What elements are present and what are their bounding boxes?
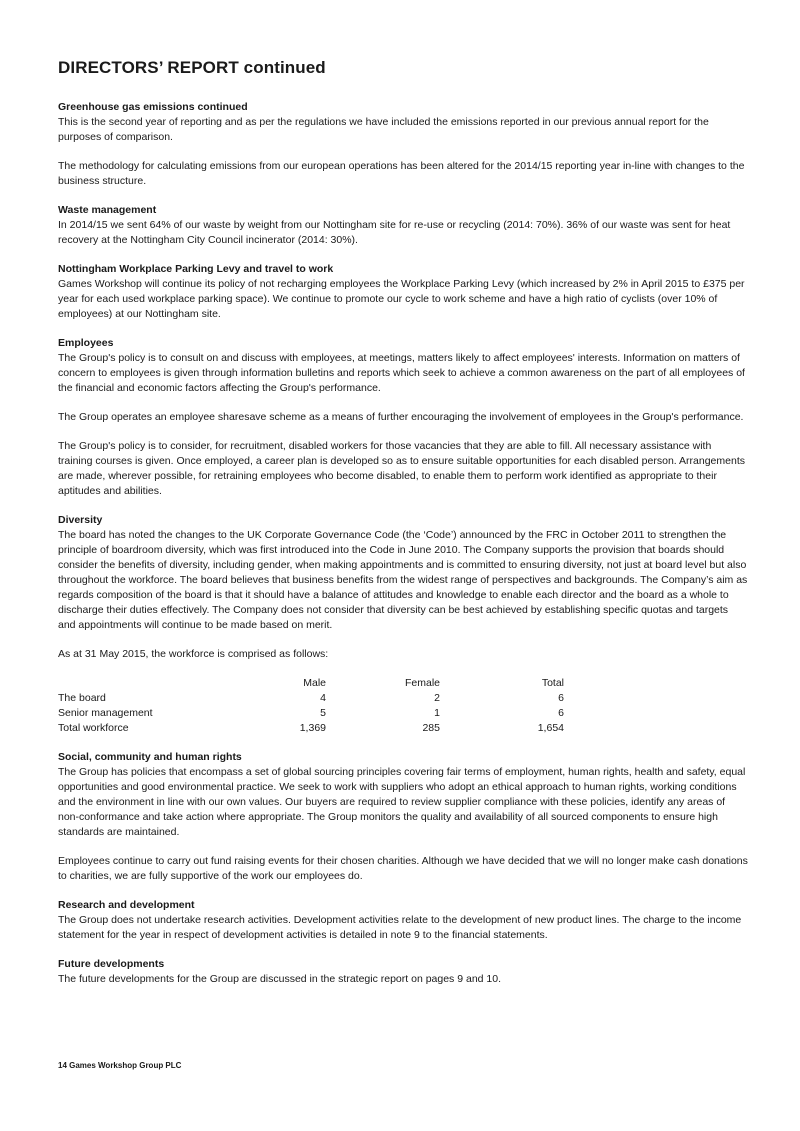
table-header-row	[58, 676, 564, 691]
section-parking-levy	[58, 262, 748, 322]
section-future-developments	[58, 957, 748, 987]
cell-male: 1,369	[299, 722, 326, 734]
cell-male: 4	[320, 692, 326, 704]
paragraph: As at 31 May 2015, the workforce is comprised as follows:	[58, 648, 329, 660]
paragraph: The Group's policy is to consult on and discuss with employees, at meetings, matters likely to affect employees' interests. Information on matters of concern to employees is given through information bulletins and reports which seek to achieve a common awareness on the part of all employees of the financial and economic factors affecting the Group's performance.	[58, 352, 745, 394]
paragraph: The methodology for calculating emissions from our european operations has been altered for the 2014/15 reporting year in-line with changes to the business structure.	[58, 160, 745, 187]
page-title: DIRECTORS’ REPORT continued	[58, 58, 326, 77]
row-label: Senior management	[58, 707, 153, 719]
paragraph: The Group operates an employee sharesave scheme as a means of further encouraging the involvement of employees in the Group's performance.	[58, 411, 744, 423]
paragraph: In 2014/15 we sent 64% of our waste by weight from our Nottingham site for re-use or recycling (2014: 70%). 36% of our waste was sent for heat recovery at the Nottingham City Council incinerator (2014: 30%).	[58, 219, 731, 246]
section-greenhouse-gas	[58, 100, 748, 189]
cell-female: 285	[422, 722, 440, 734]
paragraph: The Group does not undertake research activities. Development activities relate to the development of new product lines. The charge to the income statement for the year in respect of development activities is detailed in note 9 to the financial statements.	[58, 914, 742, 941]
section-employees	[58, 336, 748, 499]
page-footer: 14 Games Workshop Group PLC	[58, 1061, 182, 1070]
table-header-empty	[58, 676, 208, 691]
section-social-community	[58, 750, 748, 884]
paragraph: The Group's policy is to consider, for recruitment, disabled workers for those vacancies that they are able to fill. All necessary assistance with training courses is given. Once employed, a career plan is developed so as to ensure suitable opportunities for each disabled person. Arrangements are made, wherever possible, for retraining employees who become disabled, to enable them to perform work identified as appropriate to their aptitudes and abilities.	[58, 440, 745, 497]
section-heading: Diversity	[58, 514, 103, 526]
section-research-development	[58, 898, 748, 943]
paragraph: Employees continue to carry out fund raising events for their chosen charities. Although we have decided that we will no longer make cash donations to charities, we are fully supportive of the work our employees do.	[58, 855, 748, 882]
paragraph: The future developments for the Group are discussed in the strategic report on pages 9 and 10.	[58, 973, 502, 985]
table-header-male: Male	[303, 677, 326, 689]
section-heading: Nottingham Workplace Parking Levy and travel to work	[58, 263, 334, 275]
cell-total: 6	[558, 692, 564, 704]
paragraph: The board has noted the changes to the UK Corporate Governance Code (the ‘Code’) announced by the FRC in October 2011 to strengthen the principle of boardroom diversity, which was first introduced into the Code in June 2010. The Company supports the provision that boards should consider the benefits of diversity, including gender, when making appointments and is committed to ensuring diversity, not just at board level but also throughout the workforce. The board believes that business benefits from the widest range of perspectives and backgrounds. The Company’s aim as regards composition of the board is that it should have a balance of attitudes and knowledge to enable each director and the board as a whole to discharge their duties effectively. The Company does not consider that diversity can be best achieved by establishing specific quotas and targets and appointments will continue to be made based on merit.	[58, 529, 748, 631]
section-heading: Social, community and human rights	[58, 751, 242, 763]
table-row	[58, 706, 564, 721]
section-heading: Greenhouse gas emissions continued	[58, 101, 248, 113]
paragraph: The Group has policies that encompass a set of global sourcing principles covering fair terms of employment, human rights, health and safety, equal opportunities and good environmental practice. We seek to work with suppliers who adopt an ethical approach to human rights, working conditions and the environment in line with our own values. Our buyers are required to review supplier compliance with these policies, identify any areas of non-conformance and take action where appropriate. The Group monitors the quality and availability of all sourced components to ensure high standards are maintained.	[58, 766, 746, 838]
section-diversity	[58, 513, 748, 736]
section-heading: Employees	[58, 337, 114, 349]
cell-male: 5	[320, 707, 326, 719]
table-header-total: Total	[541, 677, 564, 689]
cell-total: 1,654	[537, 722, 564, 734]
section-waste-management	[58, 203, 748, 248]
paragraph: This is the second year of reporting and as per the regulations we have included the emissions reported in our previous annual report for the purposes of comparison.	[58, 116, 709, 143]
cell-female: 1	[434, 707, 440, 719]
cell-total: 6	[558, 707, 564, 719]
report-page	[58, 58, 748, 1001]
section-heading: Future developments	[58, 958, 165, 970]
paragraph: Games Workshop will continue its policy of not recharging employees the Workplace Parking Levy (which increased by 2% in April 2015 to £375 per year for each used workplace parking space). We continue to promote our cycle to work scheme and have a high ratio of cyclists (over 10% of employees) at our Nottingham site.	[58, 278, 745, 320]
table-header-female: Female	[404, 677, 440, 689]
section-heading: Waste management	[58, 204, 157, 216]
section-heading: Research and development	[58, 899, 195, 911]
table-row	[58, 691, 564, 706]
row-label: Total workforce	[58, 722, 129, 734]
row-label: The board	[58, 692, 106, 704]
table-row	[58, 721, 564, 736]
cell-female: 2	[434, 692, 440, 704]
workforce-table	[58, 676, 564, 736]
